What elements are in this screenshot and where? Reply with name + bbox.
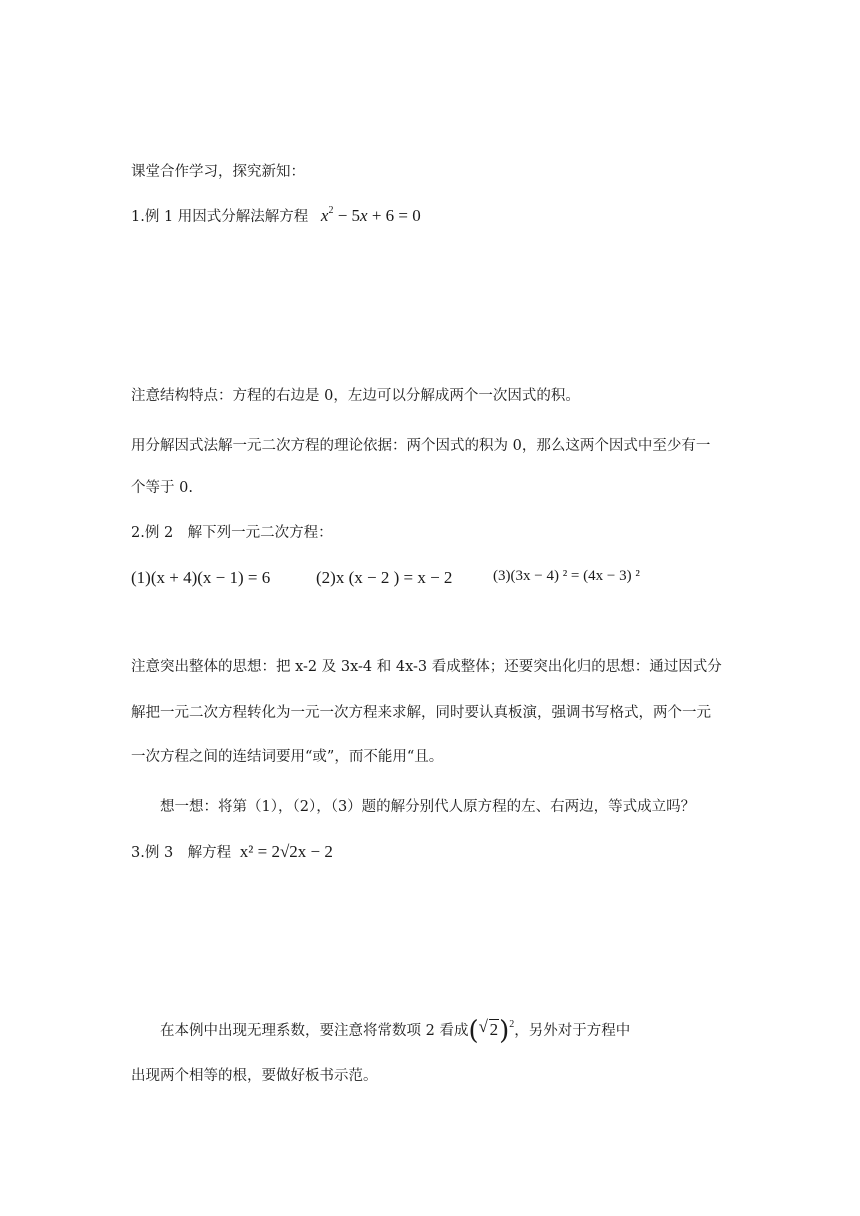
example-2-equation-1: (1)(x + 4)(x − 1) = 6	[131, 568, 271, 587]
example-1	[131, 206, 421, 227]
note-irrational	[160, 1016, 631, 1046]
note-whole-line-3: 一次方程之间的连结词要用“或”，而不能用“且。	[131, 749, 444, 765]
example-3-label: 3.例 3 解方程	[131, 845, 232, 861]
eq-var: x	[320, 206, 329, 225]
eq-term: − 5	[333, 206, 361, 225]
note-whole-line-1: 注意突出整体的思想：把 x-2 及 3x-4 和 4x-3 看成整体；还要突出化归的思想：通过因式分	[131, 659, 722, 675]
note-structure: 注意结构特点：方程的右边是 0，左边可以分解成两个一次因式的积。	[131, 388, 580, 404]
example-3	[131, 842, 333, 863]
note-irrational-text: 在本例中出现无理系数，要注意将常数项 2 看成	[160, 1023, 469, 1039]
note-irrational-text-end: ，另外对于方程中	[514, 1023, 631, 1039]
example-1-label: 1.例 1 用因式分解法解方程	[131, 209, 309, 225]
sqrt-radicand: 2	[489, 1020, 499, 1039]
theory-line-1: 用分解因式法解一元二次方程的理论依据：两个因式的积为 0，那么这两个因式中至少有一	[131, 438, 711, 454]
theory-line-2: 个等于 0.	[131, 480, 193, 496]
sqrt-expression: ( √ 2)$^2$	[468, 1016, 515, 1046]
think-prompt: 想一想：将第（1），（2），（3）题的解分别代人原方程的左、右两边，等式成立吗？	[160, 799, 696, 815]
example-2-equation-3: (3)(3x − 4) ² = (4x − 3) ²	[493, 568, 640, 584]
note-irrational-line-2: 出现两个相等的根，要做好板书示范。	[131, 1068, 378, 1084]
example-2-equation-2: (2)x (x − 2 ) = x − 2	[316, 568, 453, 587]
example-1-equation	[321, 206, 421, 225]
example-3-equation: x² = 2√2x − 2	[239, 842, 333, 861]
example-2-label: 2.例 2 解下列一元二次方程：	[131, 525, 333, 541]
eq-term: + 6 = 0	[367, 206, 421, 225]
eq-var: x	[360, 206, 368, 225]
section-heading: 课堂合作学习，探究新知：	[131, 164, 305, 180]
eq-exponent: 2	[328, 205, 334, 216]
sqrt-exponent: 2	[509, 1019, 515, 1030]
note-whole-line-2: 解把一元二次方程转化为一元一次方程来求解，同时要认真板演，强调书写格式，两个一元	[131, 705, 711, 721]
